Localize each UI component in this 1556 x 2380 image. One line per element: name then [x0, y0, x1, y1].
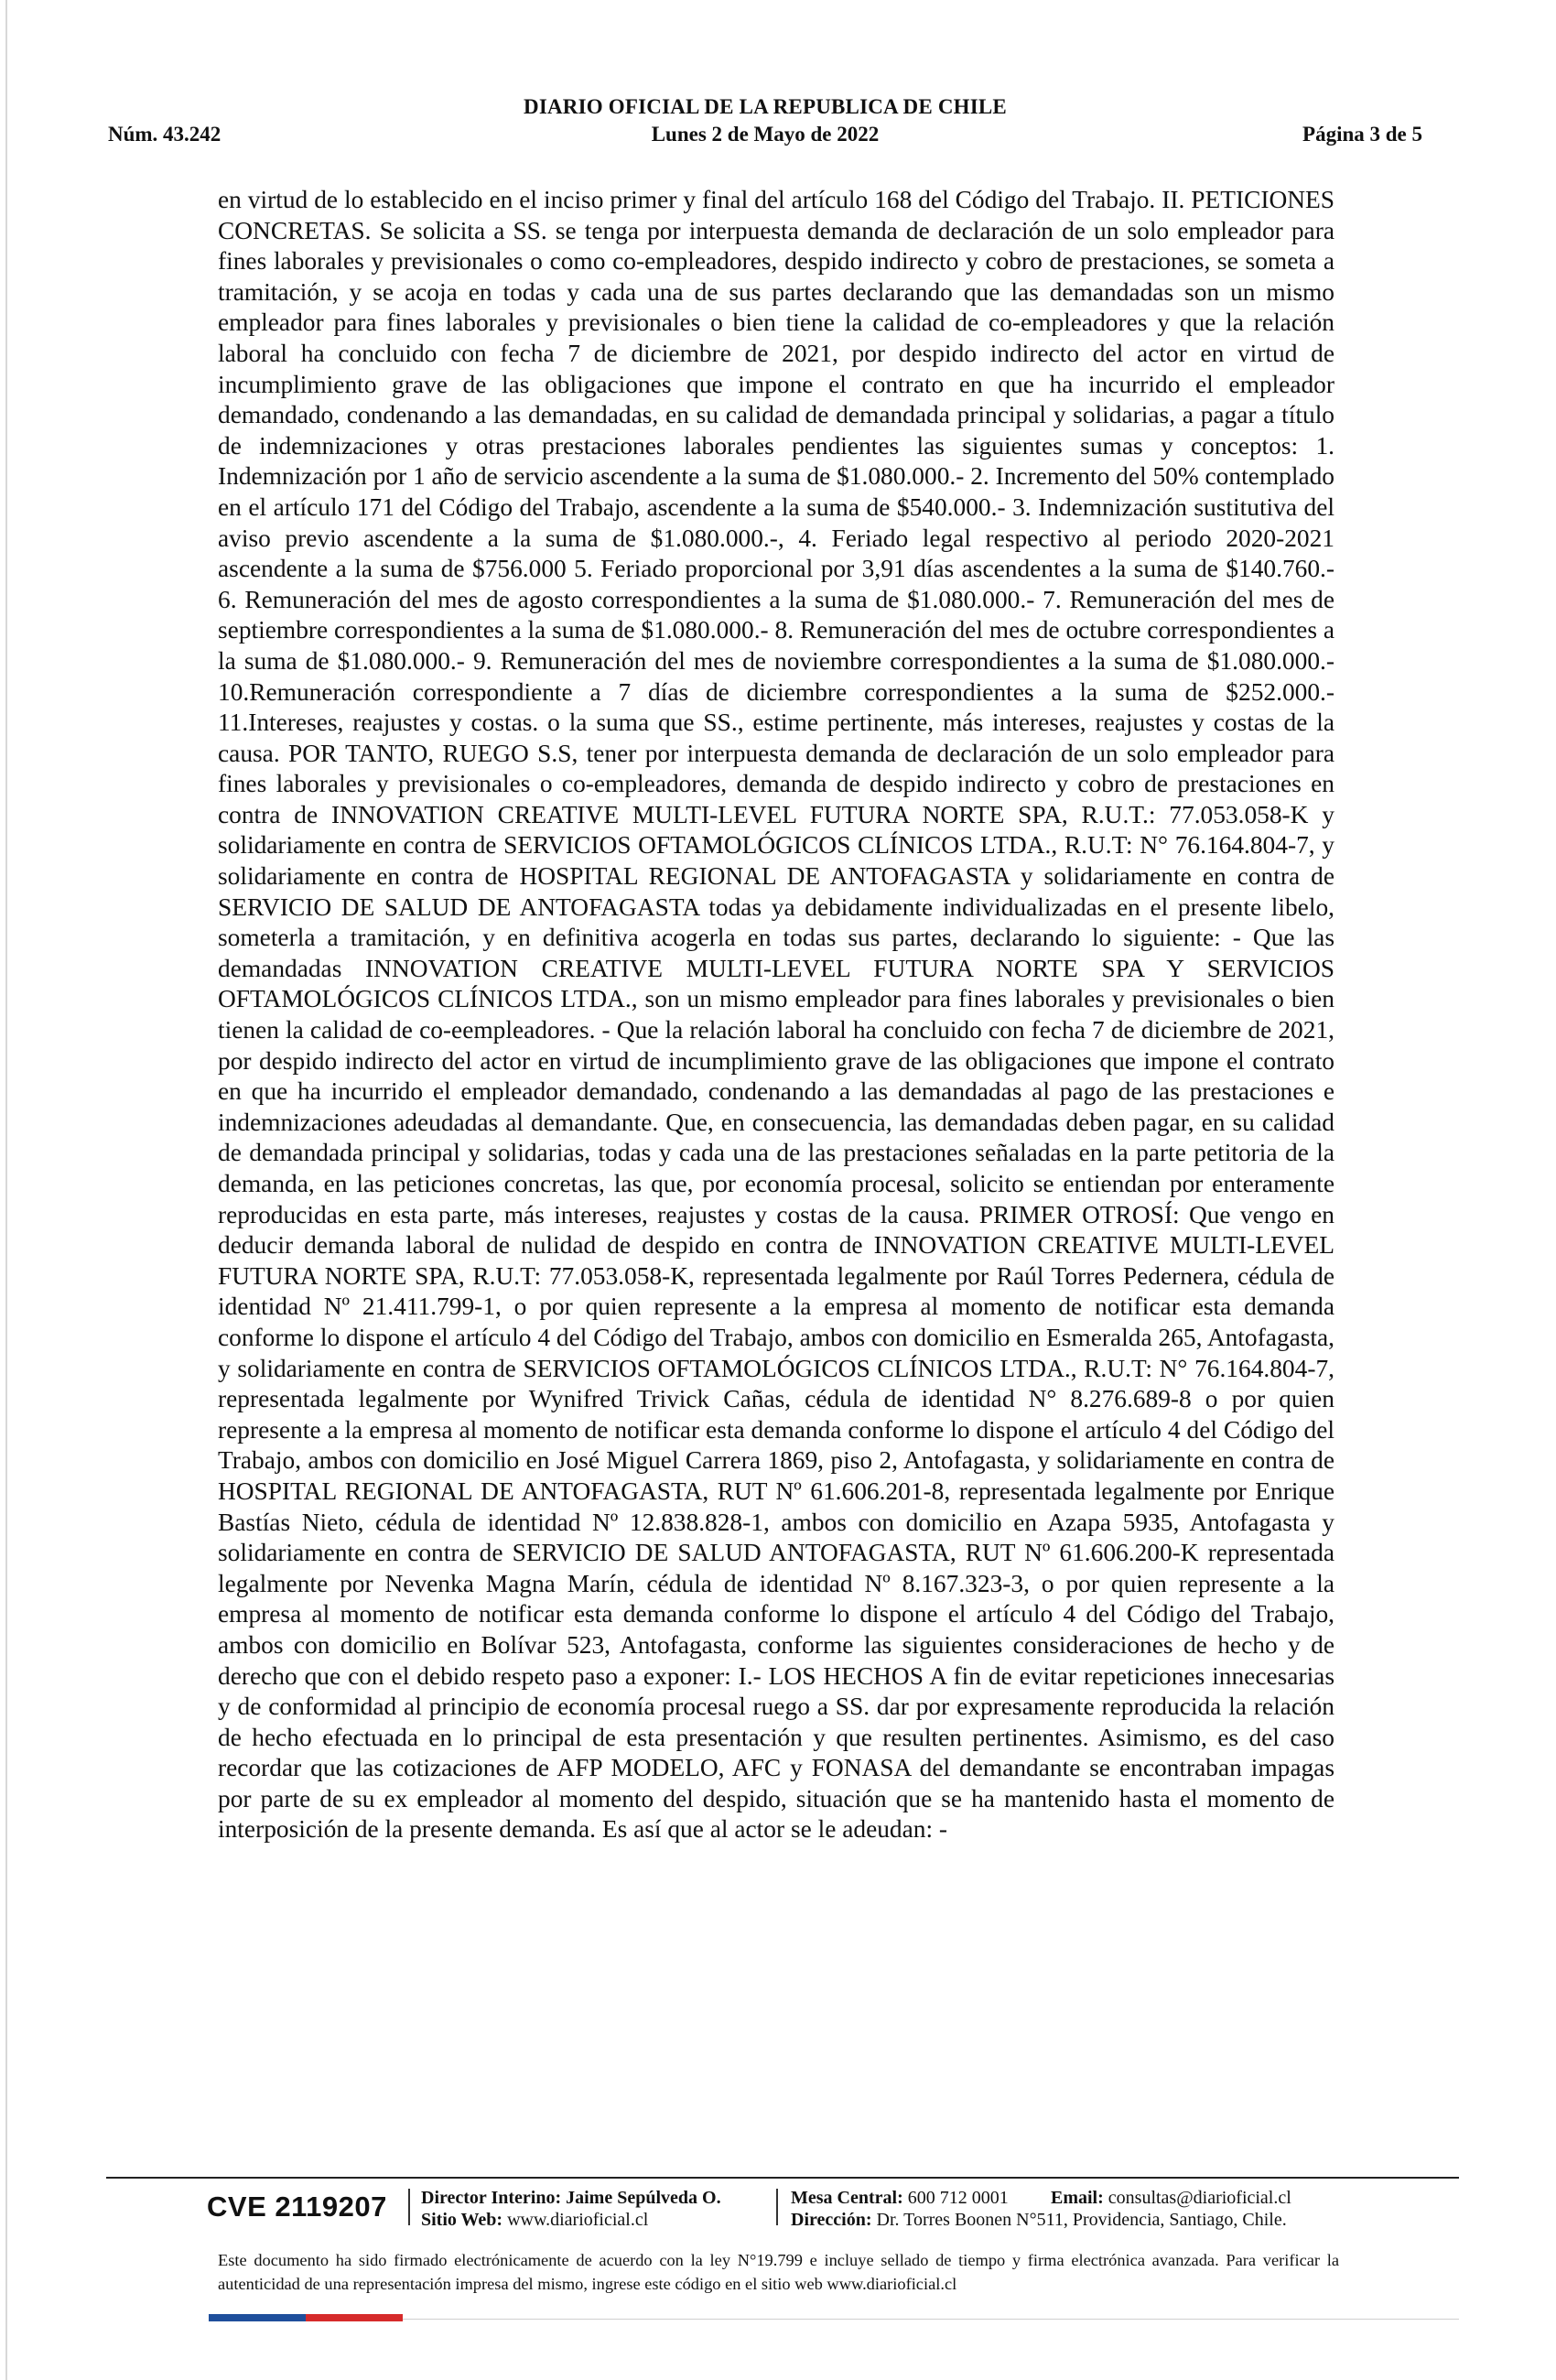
- director-name: Jaime Sepúlveda O.: [566, 2188, 721, 2208]
- page-header: [108, 92, 1422, 152]
- issue-date: Lunes 2 de Mayo de 2022: [651, 123, 880, 146]
- page-edge: [5, 0, 7, 2380]
- footer-divider: [106, 2177, 1459, 2179]
- gazette-title: DIARIO OFICIAL DE LA REPUBLICA DE CHILE: [524, 95, 1007, 118]
- document-body: en virtud de lo establecido en el inciso primer y final del artículo 168 del Código del Trabajo. II. PETICIONES CONCRETAS. Se solicita a SS. se tenga por interpuesta demanda de declaración de un solo empleador para fines laborales y previsionales o como co-empleadores, despido indirecto y cobro de prestaciones, se someta a tramitación, y se acoja en todas y cada una de sus partes declarando que las demandadas son un mismo empleador para fines laborales y previsionales o bien tiene la calidad de co-empleadores y que la relación laboral ha concluido con fecha 7 de diciembre de 2021, por despido indirecto del actor en virtud de incumplimiento grave de las obligaciones que impone el contrato en que ha incurrido el empleador demandado, condenando a las demandadas, en su calidad de demandada principal y solidarias, a pagar a título de indemnizaciones y otras prestaciones laborales pendientes las siguientes sumas y conceptos: 1. Indemnización por 1 año de servicio ascendente a la suma de $1.080.000.- 2. Incremento del 50% contemplado en el artículo 171 del Código del Trabajo, ascendente a la suma de $540.000.- 3. Indemnización sustitutiva del aviso previo ascendente a la suma de $1.080.000.-, 4. Feriado legal respectivo al periodo 2020-2021 ascendente a la suma de $756.000 5. Feriado proporcional por 3,91 días ascendentes a la suma de $140.760.- 6. Remuneración del mes de agosto correspondientes a la suma de $1.080.000.- 7. Remuneración del mes de septiembre correspondientes a la suma de $1.080.000.- 8. Remuneración del mes de octubre correspondientes a la suma de $1.080.000.- 9. Remuneración del mes de noviembre correspondientes a la suma de $1.080.000.- 10.Remuneración correspondiente a 7 días de diciembre correspondientes a la suma de $252.000.- 11.Intereses, reajustes y costas. o la suma que SS., estime pertinente, más intereses, reajustes y costas de la causa. POR TANTO, RUEGO S.S, tener por interpuesta demanda de declaración de un solo empleador para fines laborales y previsionales o co-empleadores, demanda de despido indirecto y cobro de prestaciones en contra de INNOVATION CREATIVE MULTI-LEVEL FUTURA NORTE SPA, R.U.T.: 77.053.058-K y solidariamente en contra de SERVICIOS OFTAMOLÓGICOS CLÍNICOS LTDA., R.U.T: N° 76.164.804-7, y solidariamente en contra de HOSPITAL REGIONAL DE ANTOFAGASTA y solidariamente en contra de SERVICIO DE SALUD DE ANTOFAGASTA todas ya debidamente individualizadas en el presente libelo, someterla a tramitación, y en definitiva acogerla en todas sus partes, declarando lo siguiente: - Que las demandadas INNOVATION CREATIVE MULTI-LEVEL FUTURA NORTE SPA Y SERVICIOS OFTAMOLÓGICOS CLÍNICOS LTDA., son un mismo empleador para fines laborales y previsionales o bien tienen la calidad de co-eempleadores. - Que la relación laboral ha concluido con fecha 7 de diciembre de 2021, por despido indirecto del actor en virtud de incumplimiento grave de las obligaciones que impone el contrato en que ha incurrido el empleador demandado, condenando a las demandadas al pago de las prestaciones e indemnizaciones adeudadas al demandante. Que, en consecuencia, las demandadas deben pagar, en su calidad de demandada principal y solidarias, todas y cada una de las prestaciones señaladas en la parte petitoria de la demanda, en las peticiones concretas, las que, por economía procesal, solicito se entiendan por enteramente reproducidas en esta parte, más intereses, reajustes y costas de la causa. PRIMER OTROSÍ: Que vengo en deducir demanda laboral de nulidad de despido en contra de INNOVATION CREATIVE MULTI-LEVEL FUTURA NORTE SPA, R.U.T: 77.053.058-K, representada legalmente por Raúl Torres Pedernera, cédula de identidad Nº 21.411.799-1, o por quien represente a la empresa al momento de notificar esta demanda conforme lo dispone el artículo 4 del Código del Trabajo, ambos con domicilio en Esmeralda 265, Antofagasta, y solidariamente en contra de SERVICIOS OFTAMOLÓGICOS CLÍNICOS LTDA., R.U.T: N° 76.164.804-7, representada legalmente por Wynifred Trivick Cañas, cédula de identidad N° 8.276.689-8 o por quien represente a la empresa al momento de notificar esta demanda conforme lo dispone el artículo 4 del Código del Trabajo, ambos con domicilio en José Miguel Carrera 1869, piso 2, Antofagasta, y solidariamente en contra de HOSPITAL REGIONAL DE ANTOFAGASTA, RUT Nº 61.606.201-8, representada legalmente por Enrique Bastías Nieto, cédula de identidad Nº 12.838.828-1, ambos con domicilio en Azapa 5935, Antofagasta y solidariamente en contra de SERVICIO DE SALUD ANTOFAGASTA, RUT Nº 61.606.200-K representada legalmente por Nevenka Magna Marín, cédula de identidad Nº 8.167.323-3, o por quien represente a la empresa al momento de notificar esta demanda conforme lo dispone el artículo 4 del Código del Trabajo, ambos con domicilio en Bolívar 523, Antofagasta, conforme las siguientes consideraciones de hecho y de derecho que con el debido respeto paso a exponer: I.- LOS HECHOS A fin de evitar repeticiones innecesarias y de conformidad al principio de economía procesal ruego a SS. dar por expresamente reproducida la relación de hecho efectuada en lo principal de esta presentación y que resulten pertinentes. Asimismo, es del caso recordar que las cotizaciones de AFP MODELO, AFC y FONASA del demandante se encontraban impagas por parte de su ex empleador al momento del despido, situación que se ha mantenido hasta el momento de interposición de la presente demanda. Es así que al actor se le adeudan: -: [218, 186, 1335, 1844]
- flag-blue-segment: [209, 2314, 306, 2321]
- footer-email-block: [1051, 2187, 1291, 2209]
- flag-color-bar: [209, 2314, 403, 2321]
- page-number: Página 3 de 5: [1302, 123, 1422, 146]
- email-link[interactable]: consultas@diarioficial.cl: [1108, 2188, 1291, 2208]
- central-label: Mesa Central:: [791, 2188, 903, 2208]
- footer-separator: [776, 2189, 778, 2225]
- address-value: Dr. Torres Boonen N°511, Providencia, Santiago, Chile.: [876, 2210, 1287, 2230]
- issue-number: Núm. 43.242: [108, 123, 222, 146]
- footer-director-block: [421, 2187, 721, 2231]
- email-label: Email:: [1051, 2188, 1104, 2208]
- cve-code: CVE 2119207: [207, 2191, 387, 2223]
- central-phone: 600 712 0001: [907, 2188, 1009, 2208]
- bottom-divider: [403, 2319, 1459, 2320]
- director-label: Director Interino:: [421, 2188, 562, 2208]
- address-label: Dirección:: [791, 2210, 872, 2230]
- signature-note: Este documento ha sido firmado electrónicamente de acuerdo con la ley N°19.799 e incluye sellado de tiempo y firma electrónica avanzada. Para verificar la autenticidad de una representación impresa del mismo, ingrese este código en el sitio web www.diarioficial.cl: [218, 2251, 1339, 2293]
- flag-red-segment: [306, 2314, 403, 2321]
- site-link[interactable]: www.diarioficial.cl: [507, 2210, 649, 2230]
- footer-separator: [408, 2189, 410, 2225]
- site-label: Sitio Web:: [421, 2210, 503, 2230]
